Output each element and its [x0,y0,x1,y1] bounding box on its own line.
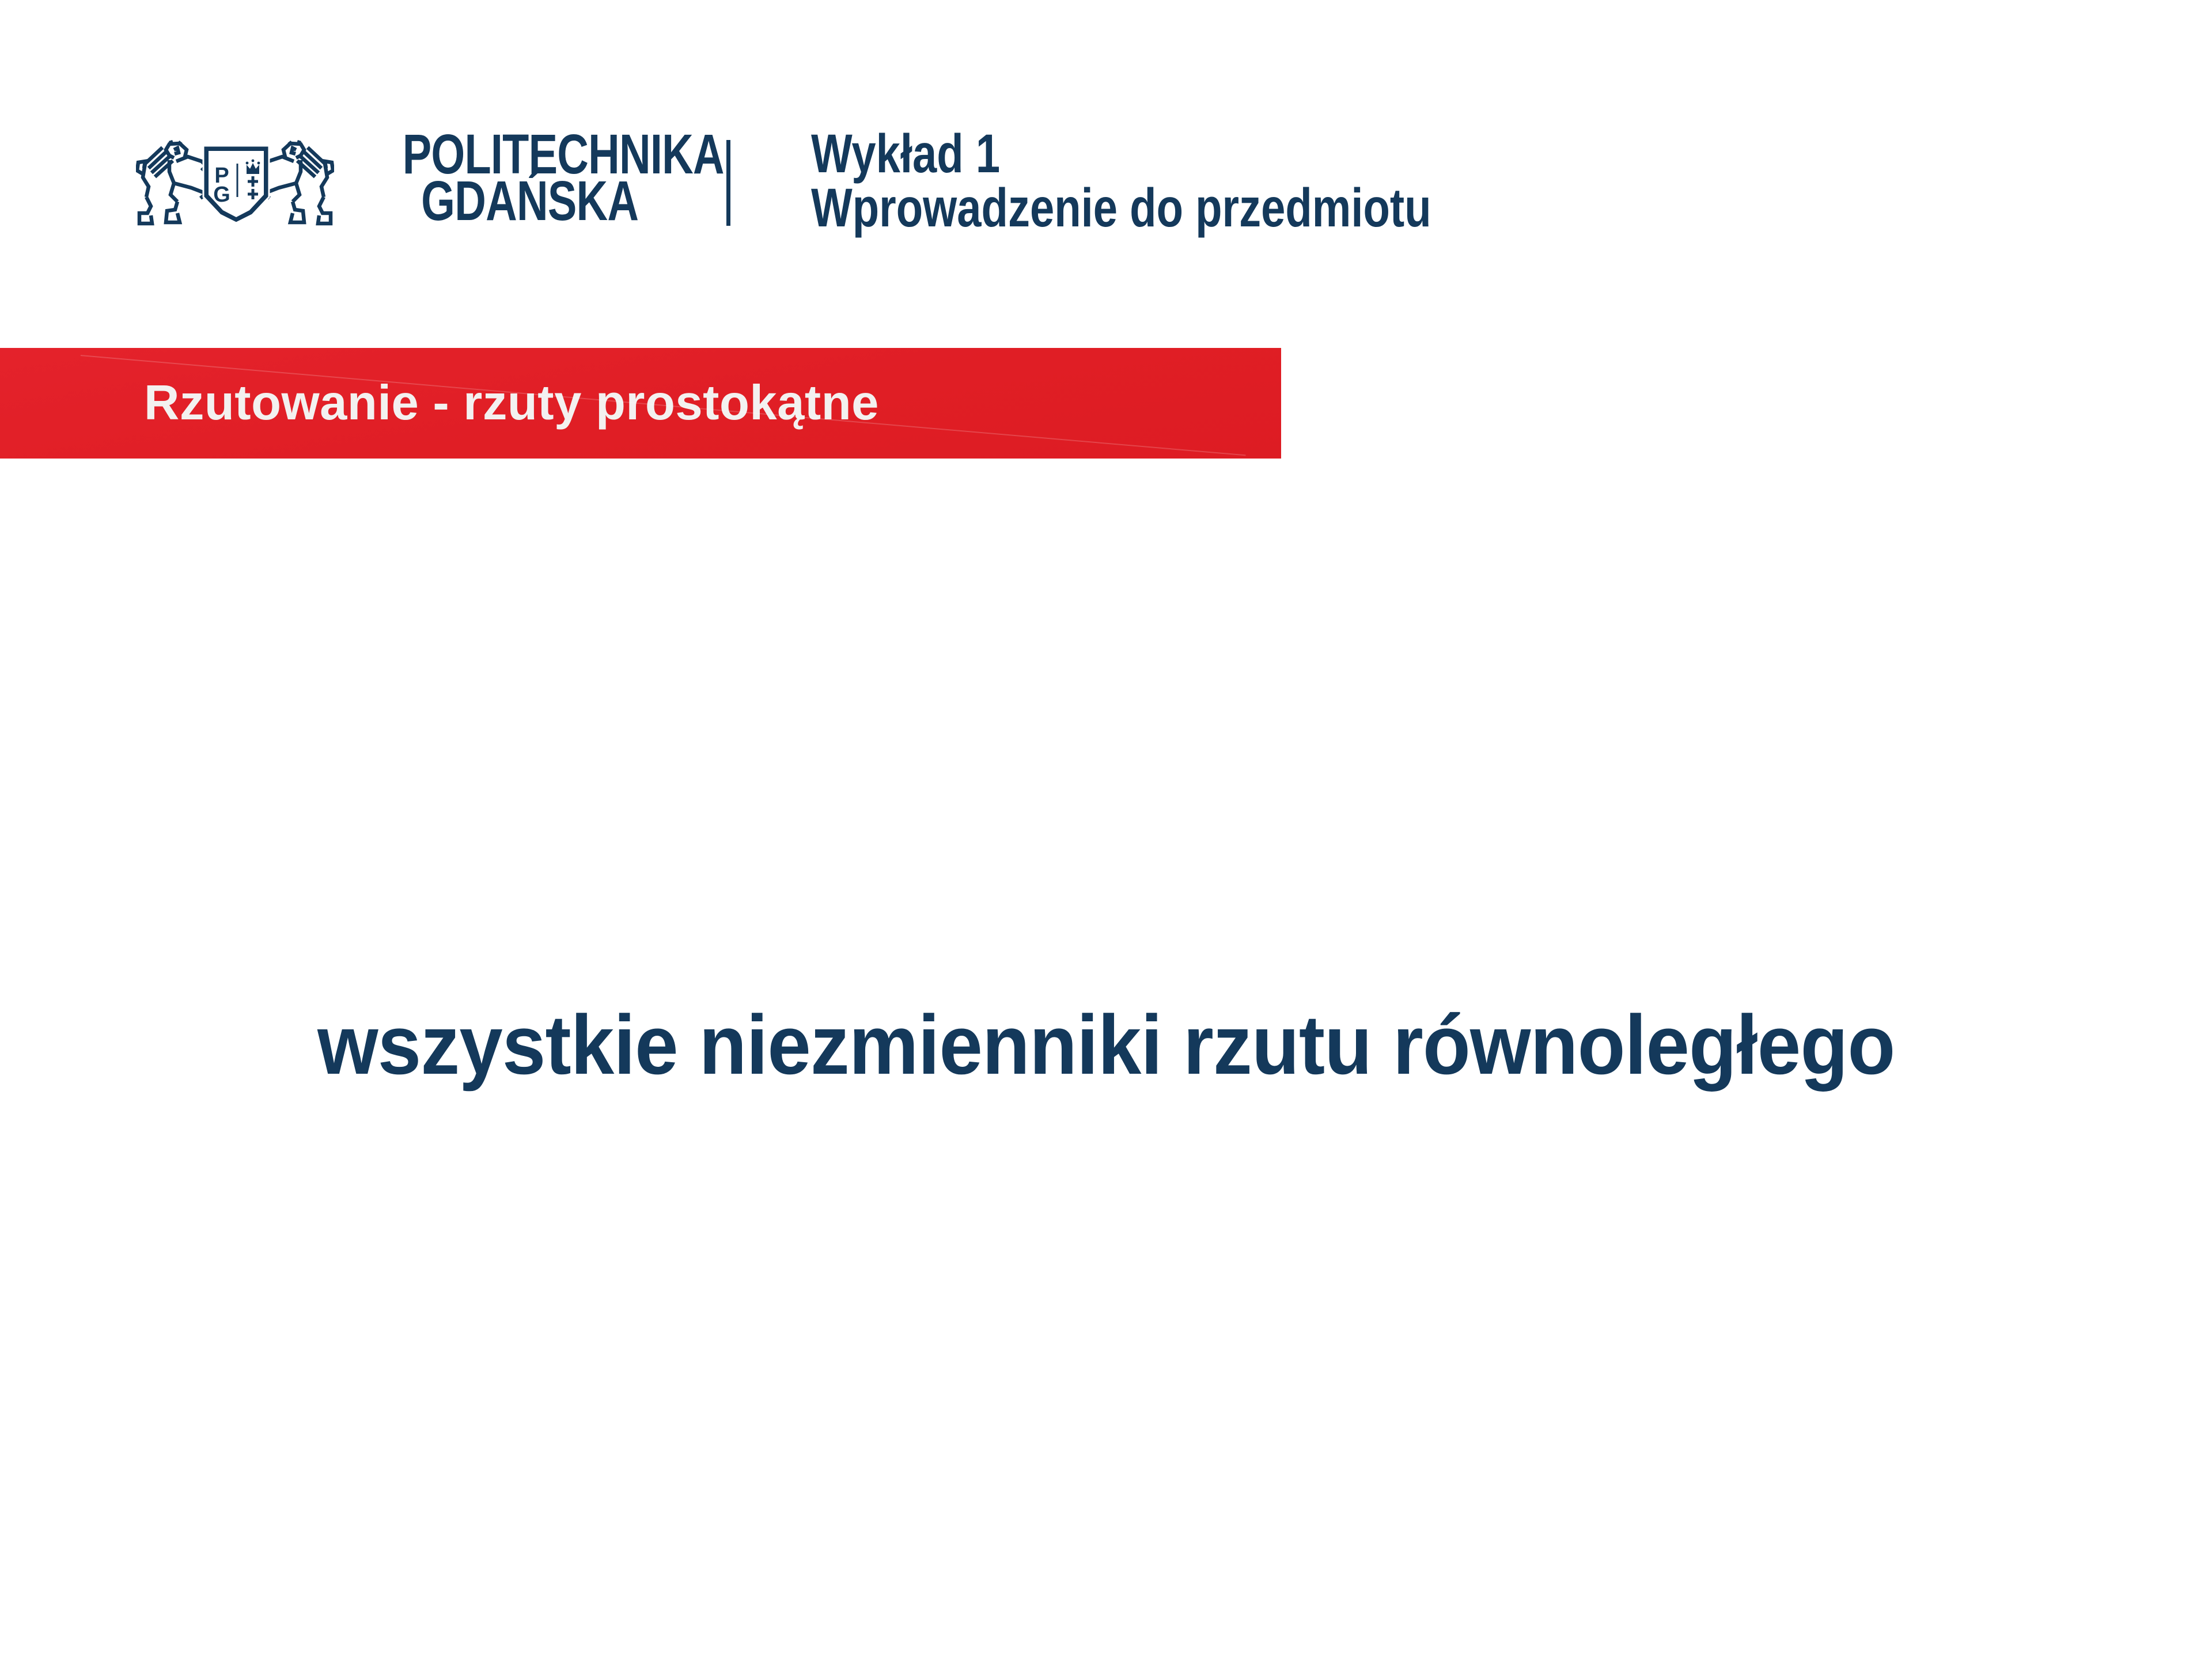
section-banner [0,348,1281,459]
section-banner-title: Rzutowanie - rzuty prostokątne [144,376,879,430]
lecture-title: Wprowadzenie do przedmiotu [811,177,1431,238]
university-name-line2: GDAŃSKA [421,169,639,232]
header-divider [726,140,730,226]
shield-letter-p: P [214,164,229,188]
lion-left-icon [137,141,206,224]
shield-letter-g: G [213,183,230,207]
shield-icon [203,146,269,223]
lion-right-icon [264,141,333,224]
lecture-number: Wykład 1 [811,123,1001,184]
university-name [357,123,724,232]
university-name-line1: POLITECHNIKA [402,123,724,185]
main-statement: wszystkie niezmienniki rzutu równoległego [317,998,1895,1092]
pg-university-logo [136,137,334,234]
lecture-info [811,123,1586,238]
